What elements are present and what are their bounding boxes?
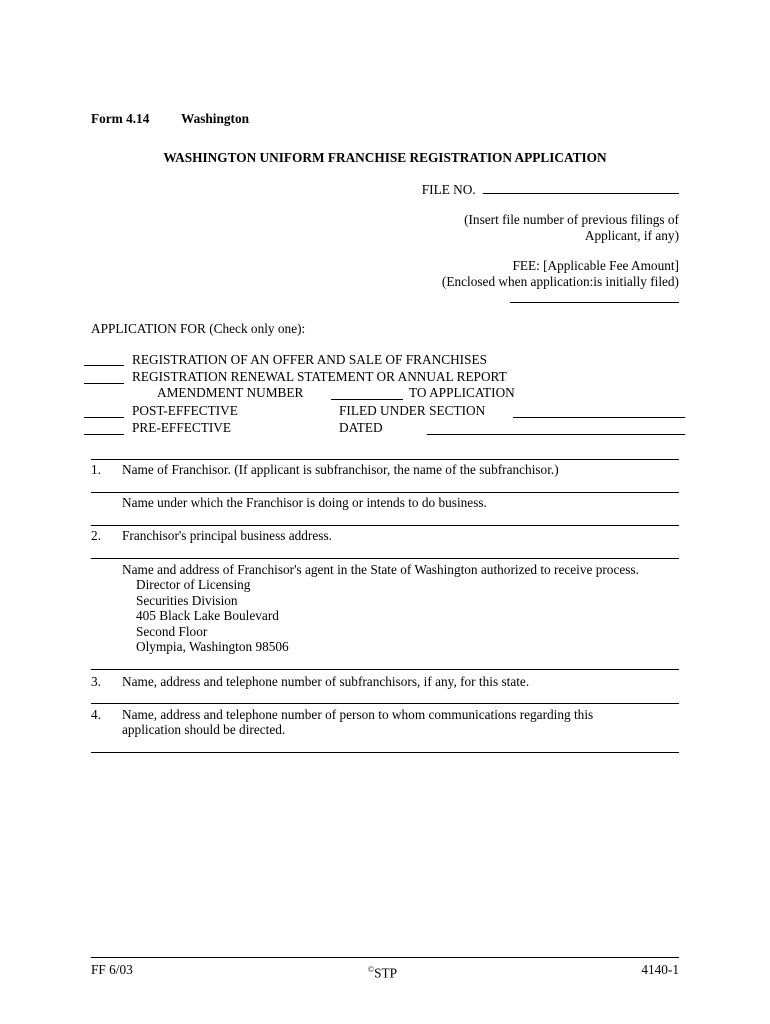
checkbox-post-effective[interactable]: [84, 417, 124, 418]
agent-address-line: 405 Black Lake Boulevard: [136, 608, 279, 623]
application-for-label: APPLICATION FOR (Check only one):: [91, 321, 306, 336]
option-registration: REGISTRATION OF AN OFFER AND SALE OF FRANCHISES: [132, 352, 488, 367]
checkbox-renewal[interactable]: [84, 383, 124, 384]
filed-under-section-label: FILED UNDER SECTION: [339, 403, 486, 418]
item2-number: 2.: [91, 528, 101, 543]
item4-number: 4.: [91, 707, 101, 722]
item1b-text: Name under which the Franchisor is doing or intends to do business.: [122, 495, 487, 510]
footer-center-text: STP: [374, 965, 397, 981]
file-no-field[interactable]: [483, 180, 679, 194]
dated-label: DATED: [339, 420, 383, 435]
insert-note-line1: (Insert file number of previous filings of: [464, 212, 679, 227]
form-state: Washington: [181, 111, 249, 126]
copyright-mark: ©: [368, 965, 375, 974]
item4-line1: Name, address and telephone number of person to whom communications regarding this: [122, 707, 594, 722]
form-title: WASHINGTON UNIFORM FRANCHISE REGISTRATION APPLICATION: [163, 150, 607, 165]
option-renewal: REGISTRATION RENEWAL STATEMENT OR ANNUAL REPORT: [132, 369, 507, 384]
footer-rule: [91, 957, 679, 958]
fee-note: (Enclosed when application:is initially filed): [441, 274, 679, 289]
insert-note-line2: Applicant, if any): [584, 228, 679, 243]
footer-center: [368, 962, 397, 981]
checkbox-registration[interactable]: [84, 365, 124, 366]
amendment-number-field[interactable]: [331, 399, 403, 400]
option-post-effective: POST-EFFECTIVE: [132, 403, 238, 418]
item1-text: Name of Franchisor. (If applicant is subfranchisor, the name of the subfranchisor.): [122, 462, 559, 477]
agent-address-line: Olympia, Washington 98506: [136, 639, 289, 654]
to-application-label: TO APPLICATION: [409, 385, 515, 400]
answer-line-agent[interactable]: [91, 558, 679, 559]
answer-line-item1[interactable]: [91, 459, 679, 460]
file-no-label: FILE NO.: [421, 182, 476, 197]
footer-right: 4140-1: [641, 962, 679, 977]
item2-text: Franchisor's principal business address.: [122, 528, 332, 543]
item1-number: 1.: [91, 462, 101, 477]
fee-label: FEE: [Applicable Fee Amount]: [512, 258, 679, 273]
dated-field[interactable]: [427, 434, 685, 435]
item3-number: 3.: [91, 674, 101, 689]
footer-left: FF 6/03: [91, 962, 133, 977]
agent-address-line: Director of Licensing: [136, 577, 251, 592]
file-no-row: [422, 180, 679, 198]
agent-text: Name and address of Franchisor's agent in the State of Washington authorized to receive process.: [122, 562, 639, 577]
option-pre-effective: PRE-EFFECTIVE: [132, 420, 231, 435]
agent-address-line: Securities Division: [136, 593, 238, 608]
answer-line-end[interactable]: [91, 752, 679, 753]
agent-address-line: Second Floor: [136, 624, 208, 639]
answer-line-item4[interactable]: [91, 703, 679, 704]
answer-line-item3[interactable]: [91, 669, 679, 670]
answer-line-item2[interactable]: [91, 525, 679, 526]
filed-under-section-field[interactable]: [513, 417, 685, 418]
form-number: Form 4.14: [91, 111, 150, 126]
fee-signature-line[interactable]: [510, 302, 679, 303]
checkbox-pre-effective[interactable]: [84, 434, 124, 435]
item4-line2: application should be directed.: [122, 722, 286, 737]
amendment-number-label: AMENDMENT NUMBER: [157, 385, 304, 400]
item3-text: Name, address and telephone number of subfranchisors, if any, for this state.: [122, 674, 530, 689]
answer-line-item1b[interactable]: [91, 492, 679, 493]
